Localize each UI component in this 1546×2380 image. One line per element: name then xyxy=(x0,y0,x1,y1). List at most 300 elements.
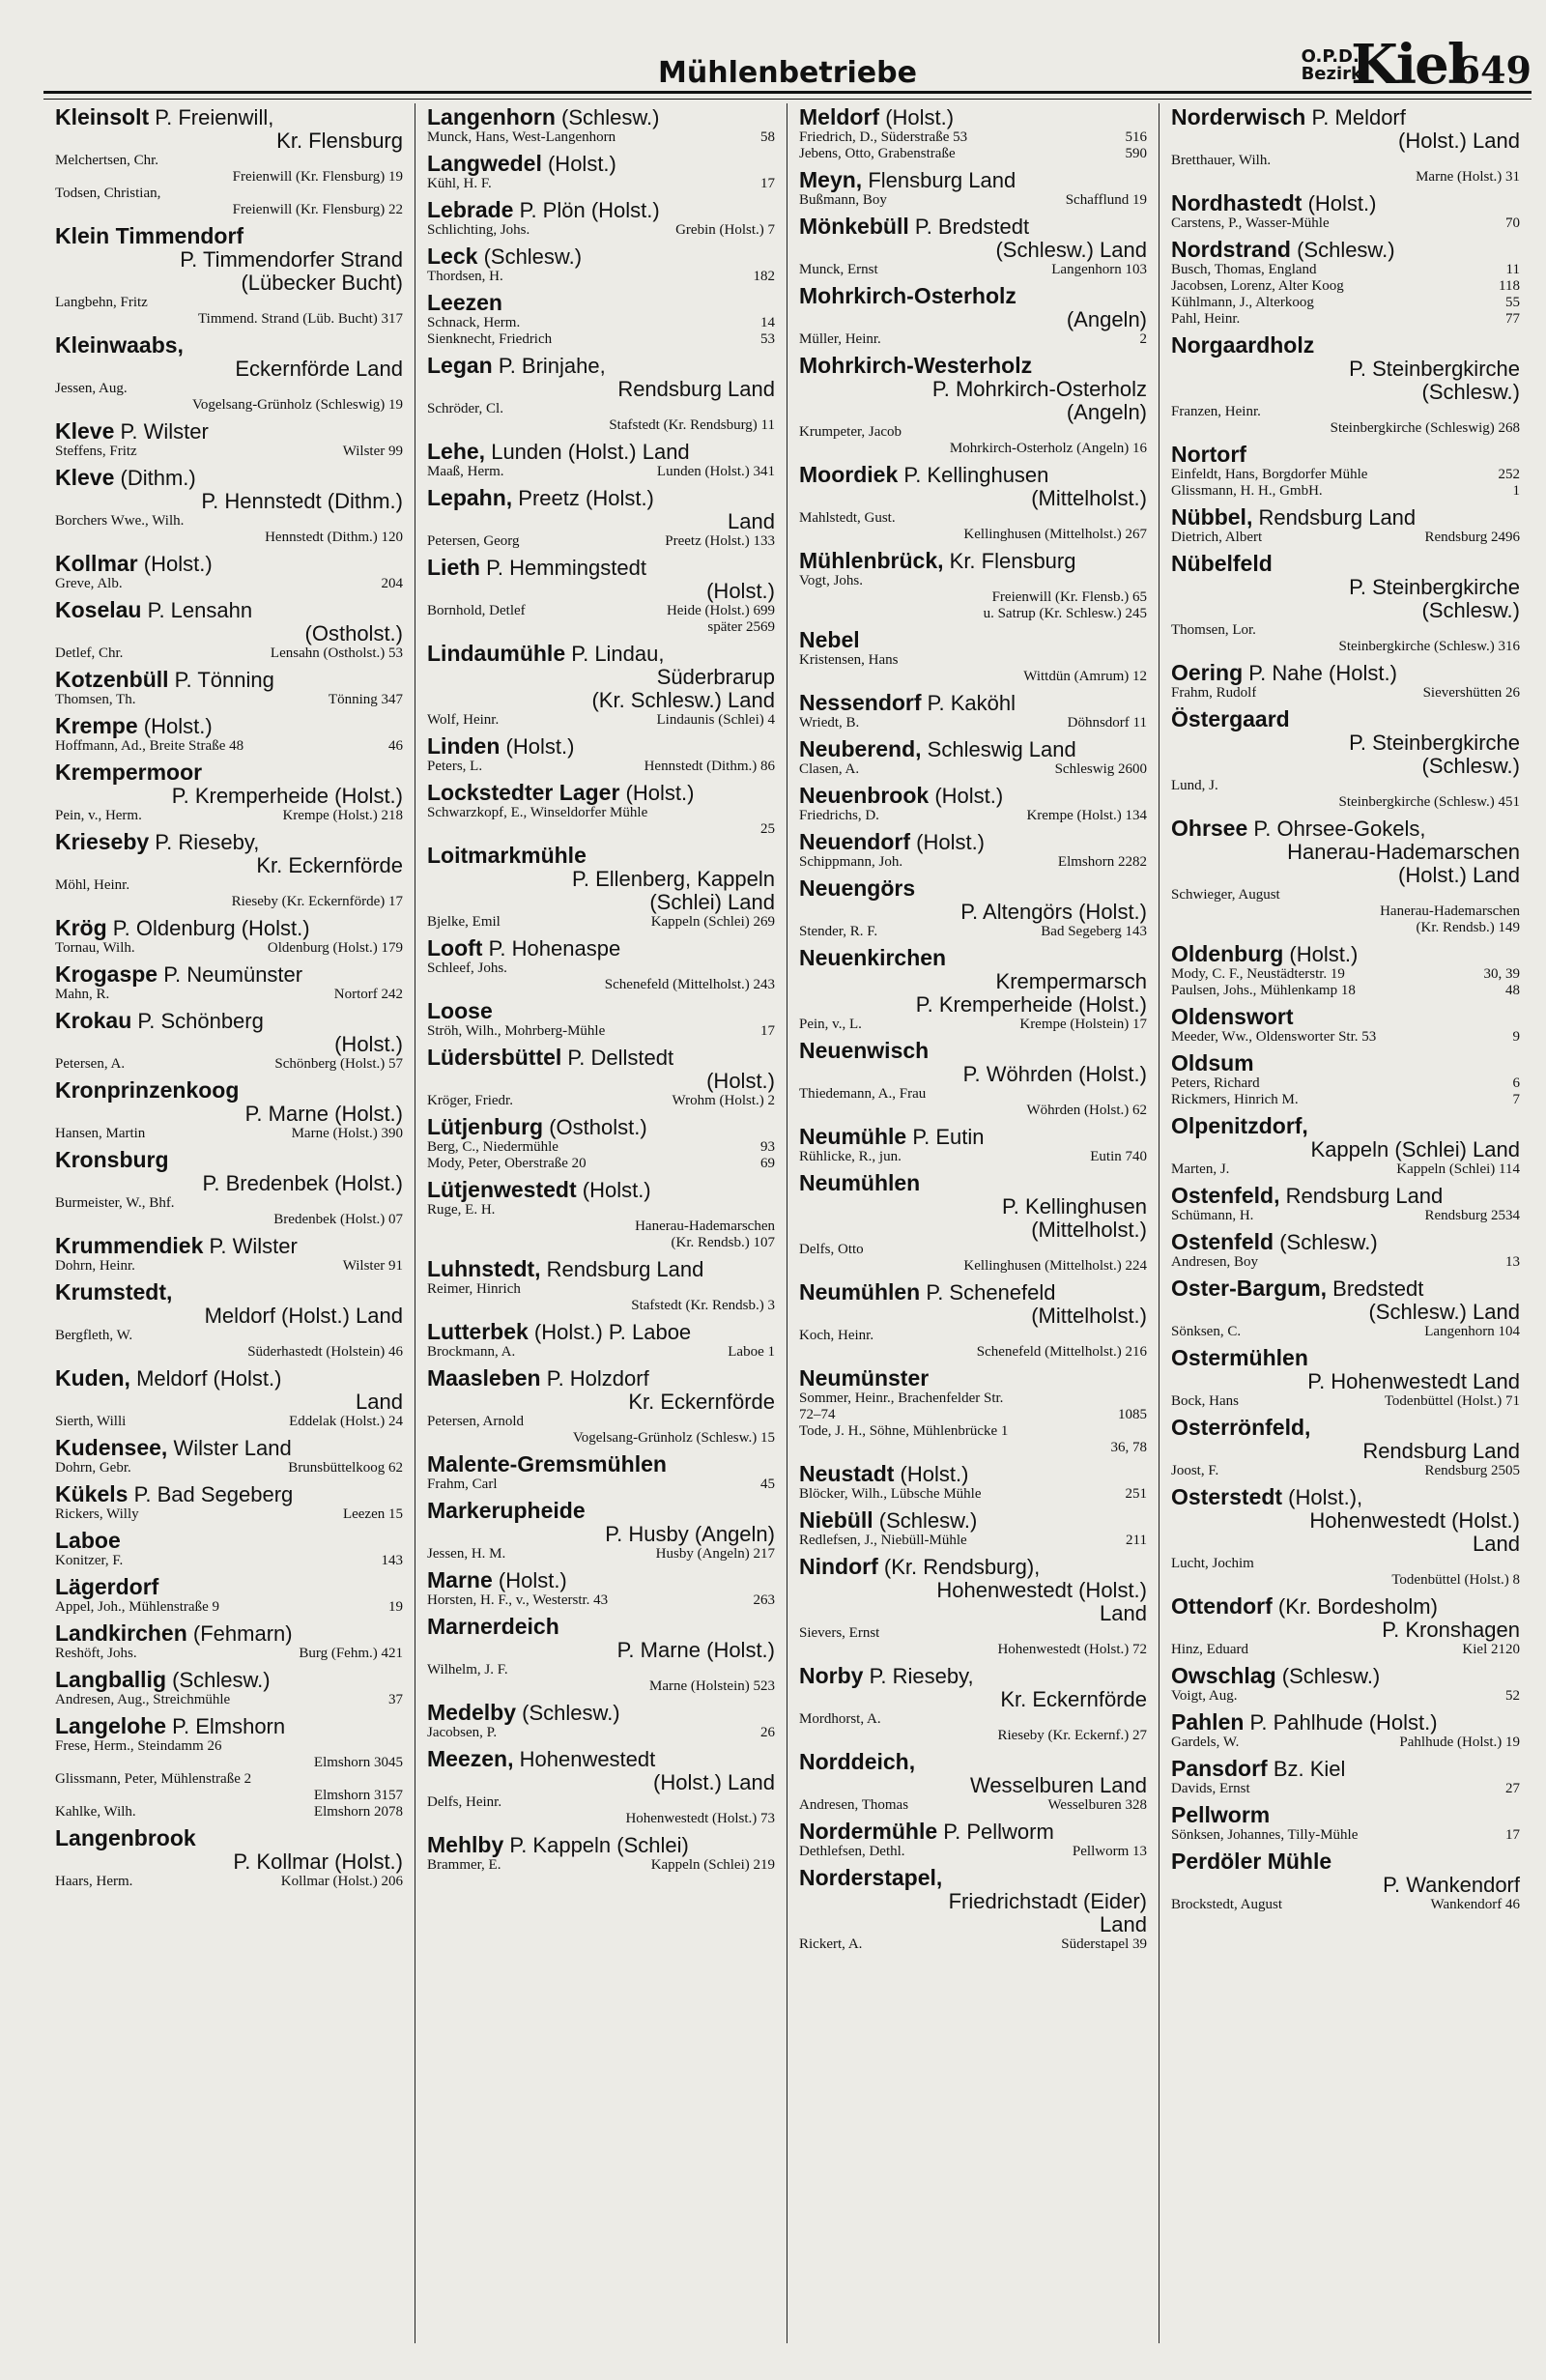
entry-heading xyxy=(427,844,775,868)
postal-note: (Schlesw.) xyxy=(878,1508,978,1533)
phone-exchange-line: Steinbergkirche (Schlesw.) 316 xyxy=(1338,639,1520,654)
phone-exchange-line: Hohenwestedt (Holst.) 72 xyxy=(997,1642,1147,1657)
entry-heading xyxy=(427,734,775,759)
business-name: Rickert, A. xyxy=(799,1936,863,1952)
phone-exchange: Krempe (Holstein) 17 xyxy=(1019,1017,1147,1032)
place-name: Langballig xyxy=(55,1667,166,1692)
entry-heading xyxy=(55,466,403,490)
place-name: Krummendiek xyxy=(55,1233,204,1258)
business-record xyxy=(427,1023,775,1040)
heading-continuation: (Schlesw.) xyxy=(1421,380,1520,404)
heading-continuation: P. Husby (Angeln) xyxy=(605,1522,775,1546)
business-record xyxy=(1171,1897,1520,1913)
place-name: Maasleben xyxy=(427,1365,541,1391)
entry-heading xyxy=(1171,443,1520,467)
business-record xyxy=(55,692,403,708)
business-record xyxy=(799,1149,1147,1165)
directory-entry xyxy=(799,1366,1147,1456)
entry-heading xyxy=(55,1234,403,1258)
phone-exchange: 30, 39 xyxy=(1483,966,1520,982)
place-name: Neumünster xyxy=(799,1365,930,1391)
directory-entry xyxy=(799,1664,1147,1744)
business-record xyxy=(427,331,775,348)
directory-entry xyxy=(799,737,1147,778)
entry-heading xyxy=(799,284,1147,308)
phone-exchange-line: Rieseby (Kr. Eckernförde) 17 xyxy=(231,894,403,909)
entry-heading xyxy=(55,1366,403,1391)
business-name: Bock, Hans xyxy=(1171,1393,1239,1409)
postal-note: P. Freienwill, xyxy=(155,105,274,129)
directory-entry xyxy=(55,1078,403,1142)
phone-exchange: 17 xyxy=(1505,1827,1520,1843)
entry-heading xyxy=(1171,1850,1520,1874)
business-name: Lucht, Jochim xyxy=(1171,1556,1254,1571)
business-record xyxy=(427,1857,775,1874)
business-record xyxy=(427,1725,775,1741)
entry-heading xyxy=(799,463,1147,487)
place-name: Mehlby xyxy=(427,1832,504,1857)
place-name: Kleve xyxy=(55,465,115,490)
business-record xyxy=(799,262,1147,278)
phone-exchange-line: Rieseby (Kr. Eckernf.) 27 xyxy=(997,1728,1147,1743)
business-name: Langbehn, Fritz xyxy=(55,295,148,310)
business-name: Joost, F. xyxy=(1171,1463,1219,1478)
entry-heading xyxy=(1171,1184,1520,1208)
phone-exchange: Langenhorn 104 xyxy=(1424,1324,1520,1339)
entry-heading xyxy=(427,1615,775,1639)
entry-heading xyxy=(55,1668,403,1692)
postal-note: (Holst.), xyxy=(1288,1485,1363,1509)
entry-heading xyxy=(1171,333,1520,358)
postal-note: P. Ohrsee-Gokels, xyxy=(1253,817,1426,841)
directory-entry xyxy=(427,734,775,775)
phone-exchange-line: Elmshorn 3157 xyxy=(313,1788,403,1803)
business-record xyxy=(427,914,775,931)
entry-heading xyxy=(799,946,1147,970)
entry-heading xyxy=(1171,1114,1520,1138)
postal-note: P. Dellstedt xyxy=(567,1046,674,1070)
entry-heading xyxy=(427,1257,775,1281)
business-name: Schümann, H. xyxy=(1171,1208,1254,1223)
phone-exchange: 7 xyxy=(1512,1092,1520,1107)
directory-entry xyxy=(55,224,403,328)
directory-entry xyxy=(427,1257,775,1314)
business-record xyxy=(799,924,1147,940)
place-name: Lütjenburg xyxy=(427,1114,544,1139)
directory-entry xyxy=(427,1046,775,1109)
phone-exchange: Süderstapel 39 xyxy=(1061,1936,1147,1952)
phone-exchange-line: Freienwill (Kr. Flensb.) 65 xyxy=(991,589,1147,605)
business-record xyxy=(427,464,775,480)
place-name: Krempe xyxy=(55,713,138,738)
place-name: Kleve xyxy=(55,418,115,444)
phone-exchange: 11 xyxy=(1505,262,1520,277)
place-name: Ostermühlen xyxy=(1171,1345,1308,1370)
phone-exchange: Eutin 740 xyxy=(1090,1149,1147,1164)
phone-exchange: 46 xyxy=(388,738,403,754)
directory-entry xyxy=(427,1178,775,1251)
phone-exchange: Wilster 99 xyxy=(342,444,403,459)
directory-entry xyxy=(799,691,1147,731)
directory-entry xyxy=(55,1621,403,1662)
postal-note: Schleswig Land xyxy=(927,737,1076,761)
business-record xyxy=(427,961,775,977)
phone-exchange: Kappeln (Schlei) 114 xyxy=(1396,1161,1520,1177)
business-name: Mordhorst, A. xyxy=(799,1711,881,1727)
business-record xyxy=(427,1592,775,1609)
business-record xyxy=(799,1533,1147,1549)
directory-entry xyxy=(55,714,403,755)
entry-heading xyxy=(427,198,775,222)
phone-exchange-line: Hennstedt (Dithm.) 120 xyxy=(265,530,403,545)
postal-note: (Holst.) xyxy=(498,1568,567,1592)
business-name: Frahm, Carl xyxy=(427,1477,498,1492)
business-name: Petersen, Arnold xyxy=(427,1414,524,1429)
postal-note: (Holst.) xyxy=(900,1462,969,1486)
business-record xyxy=(799,1486,1147,1503)
column-3 xyxy=(787,103,1160,2343)
entry-heading xyxy=(1171,661,1520,685)
heading-continuation: (Lübecker Bucht) xyxy=(241,271,403,295)
directory-entry xyxy=(55,1575,403,1616)
business-record xyxy=(55,1056,403,1073)
place-name: Legan xyxy=(427,353,493,378)
phone-exchange: 70 xyxy=(1505,215,1520,231)
phone-exchange: Wesselburen 328 xyxy=(1047,1797,1147,1813)
phone-exchange: 77 xyxy=(1505,311,1520,327)
phone-exchange: Preetz (Holst.) 133 xyxy=(665,533,775,549)
business-name: Möhl, Heinr. xyxy=(55,877,130,893)
entry-heading xyxy=(55,830,403,854)
directory-entry xyxy=(55,419,403,460)
heading-continuation: Hohenwestedt (Holst.) xyxy=(1309,1508,1520,1533)
entry-heading xyxy=(55,714,403,738)
postal-note: P. Rieseby, xyxy=(869,1664,974,1688)
business-name: Jacobsen, Lorenz, Alter Koog xyxy=(1171,278,1344,294)
entry-heading xyxy=(427,781,775,805)
heading-continuation: P. Mohrkirch-Osterholz xyxy=(931,377,1147,401)
business-name: Delfs, Heinr. xyxy=(427,1794,502,1810)
heading-continuation: P. Ellenberg, Kappeln xyxy=(572,867,775,891)
directory-entry xyxy=(55,552,403,592)
business-record xyxy=(55,1506,403,1523)
entry-heading xyxy=(1171,505,1520,530)
phone-exchange: Lindaunis (Schlei) 4 xyxy=(656,712,775,728)
heading-continuation: (Mittelholst.) xyxy=(1031,486,1147,510)
directory-entry xyxy=(55,598,403,662)
phone-exchange: 48 xyxy=(1505,983,1520,998)
entry-heading xyxy=(427,1046,775,1070)
business-record xyxy=(799,1423,1147,1440)
heading-continuation: Krempermarsch xyxy=(995,969,1147,993)
place-name: Neumühle xyxy=(799,1124,907,1149)
postal-note: Kr. Flensburg xyxy=(949,549,1076,573)
directory-entry xyxy=(427,198,775,239)
business-record xyxy=(55,295,403,311)
heading-continuation: Kr. Eckernförde xyxy=(1000,1687,1147,1711)
directory-entry xyxy=(799,284,1147,348)
business-name: Maaß, Herm. xyxy=(427,464,504,479)
heading-continuation: P. Wöhrden (Holst.) xyxy=(962,1062,1147,1086)
postal-note: P. Hemmingstedt xyxy=(486,556,646,580)
entry-heading xyxy=(1171,1416,1520,1440)
heading-continuation: P. Steinbergkirche xyxy=(1349,731,1520,755)
place-name: Nübbel, xyxy=(1171,504,1253,530)
directory-entry xyxy=(799,1171,1147,1275)
place-name: Lockstedter Lager xyxy=(427,780,620,805)
directory-entry xyxy=(799,1820,1147,1860)
phone-exchange: Wrohm (Holst.) 2 xyxy=(672,1093,775,1108)
business-record xyxy=(427,1794,775,1811)
business-name: Schröder, Cl. xyxy=(427,401,503,416)
business-record xyxy=(1171,1642,1520,1658)
entry-heading xyxy=(427,1568,775,1592)
heading-continuation: (Holst.) Land xyxy=(1398,129,1520,153)
business-record xyxy=(427,1414,775,1430)
business-record xyxy=(799,1086,1147,1103)
business-record xyxy=(55,1646,403,1662)
business-record xyxy=(1171,311,1520,328)
entry-heading xyxy=(799,1508,1147,1533)
place-name: Kükels xyxy=(55,1481,129,1506)
phone-exchange: 45 xyxy=(760,1477,775,1492)
heading-continuation: (Mittelholst.) xyxy=(1031,1218,1147,1242)
business-record xyxy=(427,1477,775,1493)
phone-exchange: 27 xyxy=(1505,1781,1520,1796)
heading-continuation: Land xyxy=(1100,1601,1147,1625)
postal-note: (Holst.) xyxy=(1289,942,1359,966)
business-record xyxy=(55,738,403,755)
phone-exchange-line: Vogelsang-Grünholz (Schlesw.) 15 xyxy=(572,1430,775,1446)
directory-entry xyxy=(799,1039,1147,1119)
entry-heading xyxy=(55,962,403,987)
phone-exchange-line: Stafstedt (Kr. Rendsburg) 11 xyxy=(609,417,775,433)
business-name: Borchers Wwe., Wilh. xyxy=(55,513,185,529)
postal-note: Rendsburg Land xyxy=(1285,1184,1444,1208)
entry-heading xyxy=(799,628,1147,652)
business-name: Tode, J. H., Söhne, Mühlenbrücke 1 xyxy=(799,1423,1009,1439)
business-record xyxy=(427,1281,775,1298)
place-name: Nordhastedt xyxy=(1171,190,1303,215)
business-name: Andresen, Thomas xyxy=(799,1797,909,1813)
entry-heading xyxy=(1171,817,1520,841)
place-name: Oldenswort xyxy=(1171,1004,1294,1029)
postal-note: (Schlesw.) xyxy=(1279,1230,1378,1254)
entry-heading xyxy=(1171,1005,1520,1029)
heading-continuation: (Schlesw.) Land xyxy=(995,238,1147,262)
postal-note: P. Eutin xyxy=(912,1125,985,1149)
business-name: Einfeldt, Hans, Borgdorfer Mühle xyxy=(1171,467,1368,482)
heading-continuation: Süderbrarup xyxy=(656,665,775,689)
place-name: Neuenbrook xyxy=(799,783,930,808)
district-city: Kiel xyxy=(1351,33,1466,97)
business-record xyxy=(1171,1735,1520,1751)
directory-entry xyxy=(427,1366,775,1447)
heading-continuation: Wesselburen Land xyxy=(969,1773,1147,1797)
place-name: Perdöler Mühle xyxy=(1171,1849,1332,1874)
place-name: Norddeich, xyxy=(799,1749,916,1774)
business-name: Kühlmann, J., Alterkoog xyxy=(1171,295,1314,310)
heading-continuation: Rendsburg Land xyxy=(1362,1439,1520,1463)
postal-note: (Schlesw.) xyxy=(1297,238,1395,262)
place-name: Kleinsolt xyxy=(55,104,150,129)
business-record xyxy=(1171,983,1520,999)
entry-heading xyxy=(55,1575,403,1599)
business-record xyxy=(1171,1556,1520,1572)
business-name: Frese, Herm., Steindamm 26 xyxy=(55,1738,222,1754)
place-name: Lüdersbüttel xyxy=(427,1045,562,1070)
business-record xyxy=(55,1553,403,1569)
business-name: Delfs, Otto xyxy=(799,1242,864,1257)
business-record xyxy=(427,603,775,619)
business-name: Carstens, P., Wasser-Mühle xyxy=(1171,215,1330,231)
business-record xyxy=(1171,1208,1520,1224)
postal-note: (Holst.) P. Laboe xyxy=(533,1320,692,1344)
business-name: Dethlefsen, Dethl. xyxy=(799,1844,905,1859)
phone-exchange-line: Wöhrden (Holst.) 62 xyxy=(1026,1103,1147,1118)
entry-heading xyxy=(427,1366,775,1391)
phone-exchange: 14 xyxy=(760,315,775,330)
business-record xyxy=(799,652,1147,669)
place-name: Östergaard xyxy=(1171,706,1290,731)
business-record xyxy=(427,1546,775,1563)
postal-note: P. Rieseby, xyxy=(155,830,260,854)
phone-exchange: 118 xyxy=(1499,278,1520,294)
phone-exchange: Tönning 347 xyxy=(328,692,403,707)
business-name: Meeder, Ww., Oldensworter Str. 53 xyxy=(1171,1029,1377,1045)
heading-continuation: Land xyxy=(1473,1532,1520,1556)
phone-exchange: Husby (Angeln) 217 xyxy=(655,1546,775,1562)
place-name: Nordermühle xyxy=(799,1819,938,1844)
postal-note: (Kr. Bordesholm) xyxy=(1277,1594,1438,1619)
entry-heading xyxy=(1171,238,1520,262)
business-name: Thomsen, Lor. xyxy=(1171,622,1256,638)
phone-exchange-line: Elmshorn 3045 xyxy=(313,1755,403,1770)
place-name: Koselau xyxy=(55,597,142,622)
place-name: Neuenkirchen xyxy=(799,945,947,970)
column-2 xyxy=(415,103,787,2343)
business-record xyxy=(799,1328,1147,1344)
postal-note: (Holst.) xyxy=(934,784,1004,808)
business-name: Sienknecht, Friedrich xyxy=(427,331,553,347)
directory-entry xyxy=(799,463,1147,543)
entry-heading xyxy=(55,1148,403,1172)
phone-exchange: 2 xyxy=(1139,331,1147,347)
place-name: Nessendorf xyxy=(799,690,922,715)
business-name: Ströh, Wilh., Mohrberg-Mühle xyxy=(427,1023,606,1039)
entry-heading xyxy=(427,244,775,269)
entry-heading xyxy=(799,215,1147,239)
business-record xyxy=(427,129,775,146)
directory-entry xyxy=(1171,707,1520,811)
business-record xyxy=(1171,483,1520,500)
phone-exchange: Kappeln (Schlei) 269 xyxy=(650,914,775,930)
phone-exchange: Burg (Fehm.) 421 xyxy=(299,1646,403,1661)
entry-heading xyxy=(427,936,775,961)
postal-note: (Schlesw.) xyxy=(1281,1664,1381,1688)
entry-heading xyxy=(55,1009,403,1033)
business-record xyxy=(1171,1827,1520,1844)
postal-note: Hohenwestedt xyxy=(519,1747,656,1771)
business-name: Detlef, Chr. xyxy=(55,645,124,661)
place-name: Oldsum xyxy=(1171,1050,1254,1075)
business-name: Vogt, Johs. xyxy=(799,573,863,588)
entry-heading xyxy=(1171,1051,1520,1075)
postal-note: (Holst.) xyxy=(1307,191,1377,215)
opd-label: O.P.D. xyxy=(1301,46,1360,67)
entry-heading xyxy=(427,105,775,129)
column-4 xyxy=(1160,103,1532,2343)
business-name: Thomsen, Th. xyxy=(55,692,136,707)
entry-heading xyxy=(1171,1710,1520,1735)
business-record xyxy=(55,940,403,957)
business-name: Clasen, A. xyxy=(799,761,860,777)
place-name: Loose xyxy=(427,998,493,1023)
business-record xyxy=(55,1599,403,1616)
business-record xyxy=(427,1156,775,1172)
heading-continuation: (Schlei) Land xyxy=(649,890,775,914)
business-name: Melchertsen, Chr. xyxy=(55,153,159,168)
phone-exchange: Döhnsdorf 11 xyxy=(1067,715,1147,731)
entry-heading xyxy=(1171,552,1520,576)
place-name: Malente-Gremsmühlen xyxy=(427,1451,667,1477)
entry-heading xyxy=(799,549,1147,573)
columns xyxy=(43,103,1532,2343)
business-record xyxy=(55,1460,403,1477)
heading-continuation: P. Marne (Holst.) xyxy=(244,1102,403,1126)
business-record xyxy=(799,854,1147,871)
place-name: Marnerdeich xyxy=(427,1614,559,1639)
entry-heading xyxy=(427,1320,775,1344)
business-name: Sievers, Ernst xyxy=(799,1625,880,1641)
business-name: Sönksen, C. xyxy=(1171,1324,1242,1339)
place-name: Krokau xyxy=(55,1008,132,1033)
business-record xyxy=(427,1202,775,1219)
directory-entry xyxy=(427,440,775,480)
entry-heading xyxy=(799,1664,1147,1688)
business-record xyxy=(1171,1393,1520,1410)
directory-entry xyxy=(799,1750,1147,1814)
business-name: Marten, J. xyxy=(1171,1161,1230,1177)
place-name: Neumühlen xyxy=(799,1279,921,1305)
phone-exchange-line: Schenefeld (Mittelholst.) 243 xyxy=(604,977,775,992)
directory-entry xyxy=(427,844,775,931)
entry-heading xyxy=(427,1747,775,1771)
place-name: Krumstedt, xyxy=(55,1279,173,1305)
business-record xyxy=(799,1711,1147,1728)
business-name: Franzen, Heinr. xyxy=(1171,404,1261,419)
directory-entry xyxy=(1171,1005,1520,1046)
entry-heading xyxy=(55,760,403,785)
entry-heading xyxy=(799,105,1147,129)
place-name: Ostenfeld, xyxy=(1171,1183,1280,1208)
heading-continuation: P. Kronshagen xyxy=(1382,1618,1520,1642)
postal-note: Bz. Kiel xyxy=(1273,1757,1346,1781)
phone-exchange: 516 xyxy=(1125,129,1147,145)
business-record xyxy=(799,1625,1147,1642)
place-name: Norderstapel, xyxy=(799,1865,943,1890)
postal-note: P. Wilster xyxy=(120,419,209,444)
business-name: Sönksen, Johannes, Tilly-Mühle xyxy=(1171,1827,1359,1843)
entry-heading xyxy=(799,1462,1147,1486)
phone-exchange: Langenhorn 103 xyxy=(1051,262,1147,277)
postal-note: Preetz (Holst.) xyxy=(518,486,654,510)
directory-entry xyxy=(55,1826,403,1890)
postal-note: Flensburg Land xyxy=(868,168,1016,192)
business-record xyxy=(427,222,775,239)
phone-exchange-line: 36, 78 xyxy=(1110,1440,1147,1455)
entry-heading xyxy=(799,168,1147,192)
